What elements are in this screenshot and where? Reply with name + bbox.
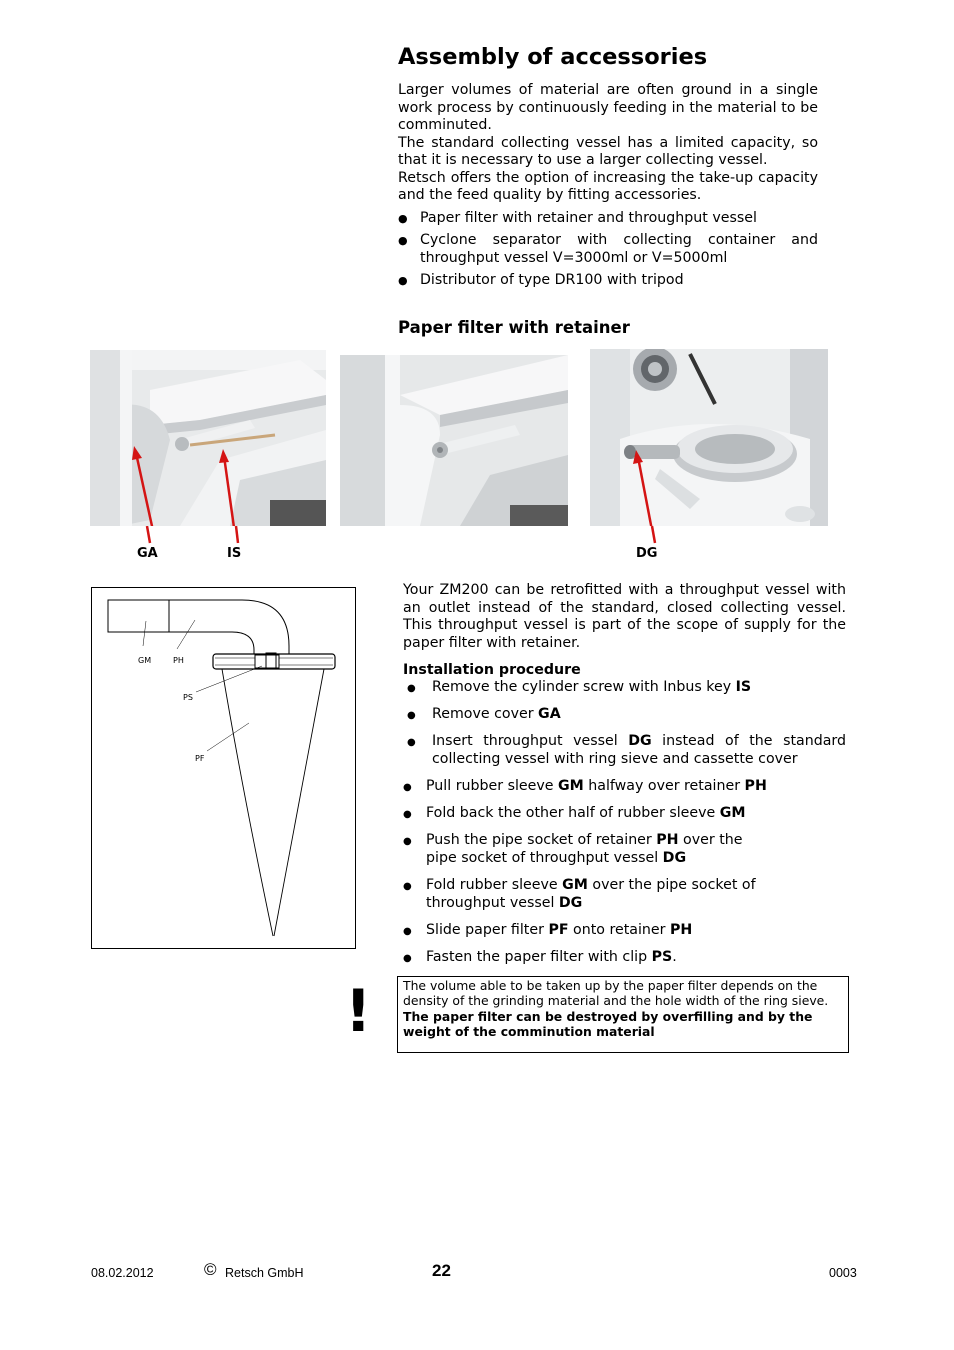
page-title: Assembly of accessories <box>398 44 708 70</box>
intro-paragraph-3: Retsch offers the option of increasing the take-up capacity and the feed quality by fitting accessories. <box>398 169 818 203</box>
bullet-icon: ● <box>403 953 412 964</box>
caption-dg: DG <box>636 546 658 561</box>
bullet-icon: ● <box>398 273 408 287</box>
accessories-list <box>398 210 818 294</box>
photo-cover-removed <box>340 355 568 526</box>
bullet-icon: ● <box>398 234 408 247</box>
bullet-icon: ● <box>407 710 416 721</box>
bullet-icon: ● <box>403 809 412 820</box>
intro-paragraph-1: Larger volumes of material are often ground in a single work process by continuously feeding in the material to be comminuted. <box>398 82 818 133</box>
caption-ga: GA <box>137 546 158 561</box>
photo-cover-ga <box>90 350 326 526</box>
copyright-icon: © <box>204 1260 217 1279</box>
bullet-icon: ● <box>403 782 412 793</box>
bullet-icon: ● <box>407 683 416 694</box>
bullet-icon: ● <box>403 926 412 937</box>
caption-is: IS <box>227 546 242 561</box>
photo-throughput-vessel <box>590 349 828 526</box>
bullet-icon: ● <box>403 881 412 892</box>
page-number: 22 <box>432 1261 451 1280</box>
intro-paragraph-2: The standard collecting vessel has a limited capacity, so that it is necessary to use a larger collecting vessel. <box>398 134 818 168</box>
installation-heading: Installation procedure <box>403 662 581 678</box>
list-item: ● Pull rubber sleeve GM halfway over retainer PH <box>403 778 846 796</box>
warning-icon: ! <box>345 977 372 1045</box>
list-item: ● Push the pipe socket of retainer PH over the pipe socket of throughput vessel DG <box>403 832 743 866</box>
list-item: ● Slide paper filter PF onto retainer PH <box>403 922 846 940</box>
bullet-icon: ● <box>407 737 416 748</box>
list-item: ● Cyclone separator with collecting container and throughput vessel V=3000ml or V=5000ml <box>398 232 818 266</box>
list-item: ● Fold rubber sleeve GM over the pipe socket of throughput vessel DG <box>403 877 756 911</box>
bullet-icon: ● <box>403 836 412 847</box>
intro-text <box>398 82 818 205</box>
list-item: ● Remove the cylinder screw with Inbus key IS <box>403 679 846 697</box>
list-item: ● Fold back the other half of rubber sleeve GM <box>403 805 846 823</box>
label-ph: PH <box>173 656 184 665</box>
list-item: ● Remove cover GA <box>403 706 846 724</box>
footer-code: 0003 <box>829 1266 857 1280</box>
paper-filter-diagram <box>91 587 356 949</box>
footer-company: Retsch GmbH <box>225 1266 304 1280</box>
warning-note <box>397 976 849 1053</box>
label-pf: PF <box>195 754 205 763</box>
list-item: ● Insert throughput vessel DG instead of the standard collecting vessel with ring sieve and cassette cover <box>407 733 846 767</box>
note-bold-text: The paper filter can be destroyed by overfilling and by the weight of the comminution material <box>403 1008 813 1040</box>
label-ps: PS <box>183 693 193 702</box>
list-item: ● Distributor of type DR100 with tripod <box>398 271 684 288</box>
list-item: ● Paper filter with retainer and throughput vessel <box>398 210 757 226</box>
footer-date: 08.02.2012 <box>91 1266 154 1280</box>
bullet-icon: ● <box>398 212 408 225</box>
list-item: ● Fasten the paper filter with clip PS. <box>403 949 846 967</box>
label-gm: GM <box>138 656 152 665</box>
note-text: The volume able to be taken up by the paper filter depends on the density of the grinding material and the hole width of the ring sieve. <box>403 978 829 1009</box>
description-text: Your ZM200 can be retrofitted with a throughput vessel with an outlet instead of the standard, closed collecting vessel. This throughput vessel is part of the scope of supply for the paper filter with retainer. <box>403 582 846 651</box>
section-title: Paper filter with retainer <box>398 318 630 337</box>
pointer-lines <box>90 526 690 546</box>
